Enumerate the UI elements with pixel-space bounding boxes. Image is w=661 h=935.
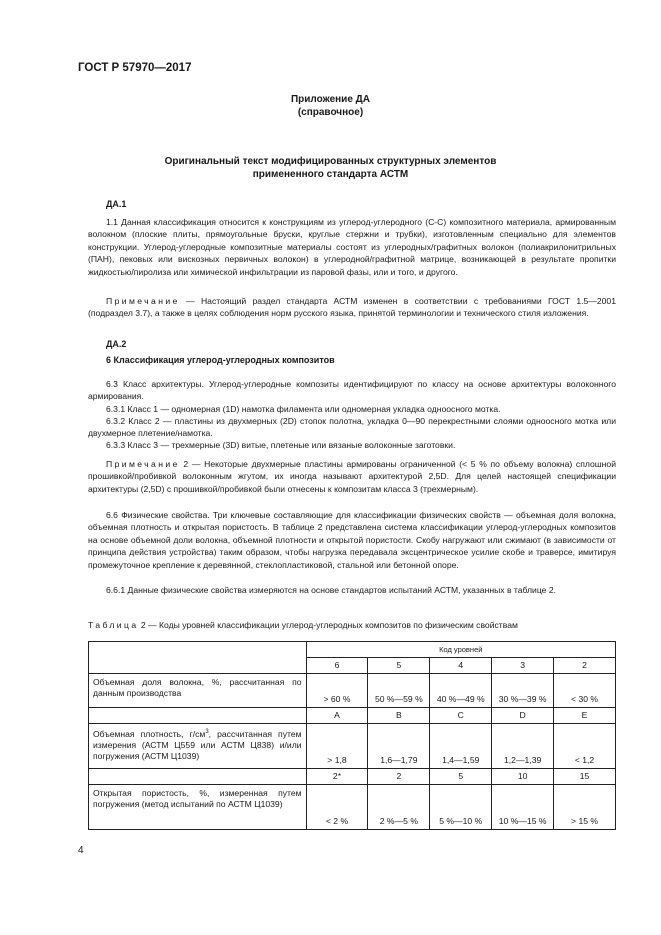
annex-title: Приложение ДА	[290, 94, 371, 105]
row-label-fiber: Объемная доля волокна, %, рассчитанная по данным производства	[89, 674, 307, 708]
table-caption-text: 2 — Коды уровней классификации углерод-углеродных композитов по физическим свойствам	[138, 620, 518, 630]
value-cell: 5 %—10 %	[430, 785, 492, 830]
code-cell: 10	[492, 769, 554, 785]
note-label: Примечание	[106, 459, 180, 469]
empty-cell	[89, 769, 307, 785]
row-label-density	[89, 724, 307, 769]
code-cell: E	[554, 708, 616, 724]
code-cell: C	[430, 708, 492, 724]
document-header: ГОСТ Р 57970—2017	[78, 62, 192, 74]
value-cell: 40 %—49 %	[430, 674, 492, 708]
row-label-porosity: Открытая пористость, %, измеренная путем погружения (метод испытаний по АСТМ Ц1039)	[89, 785, 307, 830]
classification-table	[88, 641, 616, 830]
note-label: Примечание	[106, 296, 180, 306]
annex-heading	[0, 93, 661, 119]
annex-subtitle: (справочное)	[297, 107, 364, 118]
section-title	[0, 155, 661, 181]
note-text: — Настоящий раздел стандарта АСТМ изменен в соответствии с требованиями ГОСТ 1.5—2001 (подраздел 3.7), а также в целях соблюдения норм русского языка, принятой терминологии и технического стиля изложения.	[88, 296, 616, 319]
density-label-part: Объемная плотность, г/см	[93, 728, 206, 739]
table-corner-cell	[89, 642, 307, 674]
title-line-2: примененного стандарта АСТМ	[252, 169, 409, 180]
title-line-1: Оригинальный текст модифицированных структурных элементов	[164, 156, 497, 167]
section-da2: ДА.2	[106, 339, 127, 349]
code-cell: 15	[554, 769, 616, 785]
empty-cell	[89, 708, 307, 724]
value-cell: 1,2—1,39	[492, 724, 554, 769]
code-cell: B	[368, 708, 430, 724]
code-header-cell: Код уровней	[306, 642, 615, 658]
value-cell: < 2 %	[306, 785, 368, 830]
code-cell: D	[492, 708, 554, 724]
paragraph-6-3: 6.3 Класс архитектуры. Углерод-углеродные композиты идентифицируют по классу на основе архитектуры волоконного армирования.	[88, 379, 616, 402]
table-row	[89, 708, 616, 724]
level-cell: 5	[368, 658, 430, 674]
note-text: 2 — Некоторые двухмерные пластины армированы ограниченной (< 5 % по объему волокна) сплошной прошивкой/пробивкой волоконным жгутом, их иногда называют архитектурой 2,5D. Для целей настоящей спецификации архитектуры (2,5D) с прошивкой/пробивкой были отнесены к композитам класса 3 (трехмерным).	[88, 459, 616, 494]
note-1	[88, 295, 616, 320]
value-cell: 50 %—59 %	[368, 674, 430, 708]
code-cell: 2	[368, 769, 430, 785]
value-cell: > 60 %	[306, 674, 368, 708]
note-2	[88, 458, 616, 495]
table-row	[89, 642, 616, 658]
code-cell: 5	[430, 769, 492, 785]
value-cell: 2 %—5 %	[368, 785, 430, 830]
density-label-part: , рассчитанная путем измерения (АСТМ Ц559 или АСТМ Ц838) и/или погружения (АСТМ Ц1039)	[93, 728, 302, 761]
value-cell: < 30 %	[554, 674, 616, 708]
table-row	[89, 724, 616, 769]
code-cell: A	[306, 708, 368, 724]
paragraph-6-3-1: 6.3.1 Класс 1 — одномерная (1D) намотка филамента или одномерная укладка одноосного мотка.	[106, 404, 501, 414]
table-row	[89, 674, 616, 708]
density-superscript: 3	[205, 729, 209, 735]
table-row	[89, 769, 616, 785]
value-cell: 30 %—39 %	[492, 674, 554, 708]
table-caption-label: Таблица	[88, 620, 139, 630]
paragraph-6-3-2: 6.3.2 Класс 2 — пластины из двухмерных (2D) стопок полотна, укладка 0—90 перекрестными слоями одноосного мотка или двухмерное плетение/намотка.	[88, 416, 616, 439]
value-cell: > 15 %	[554, 785, 616, 830]
code-cell: 2*	[306, 769, 368, 785]
paragraph-6-6-1: 6.6.1 Данные физические свойства измеряются на основе стандартов испытаний АСТМ, указанных в таблице 2.	[106, 585, 557, 595]
level-cell: 2	[554, 658, 616, 674]
level-cell: 3	[492, 658, 554, 674]
paragraph-6-3-3: 6.3.3 Класс 3 — трехмерные (3D) витые, плетеные или вязаные волоконные заготовки.	[106, 440, 456, 450]
value-cell: > 1,8	[306, 724, 368, 769]
level-cell: 4	[430, 658, 492, 674]
section-6-heading: 6 Классификация углерод-углеродных композитов	[106, 355, 335, 365]
table-row	[89, 785, 616, 830]
value-cell: 10 %—15 %	[492, 785, 554, 830]
paragraph-6-6: 6.6 Физические свойства. Три ключевые составляющие для классификации физических свойств — объемная доля волокна, объемная плотность и открытая пористость. В таблице 2 представлена система классификации углерод-углеродных композитов на основе объемной доли волокна, объемной плотности и открытой пористости. Скобу нагружают или сжимают (в зависимости от принципа действия устройства) таким образом, чтобы нагрузка передавала эксцентрическое усилие скобе и траверсе, имитируя промежуточное крепление к деревянной, стеклопластиковой, стальной или бетонной опоре.	[88, 510, 616, 570]
page-number: 4	[78, 845, 84, 856]
table-caption	[88, 619, 616, 631]
value-cell: 1,4—1,59	[430, 724, 492, 769]
value-cell: 1,6—1,79	[368, 724, 430, 769]
section-da1: ДА.1	[106, 199, 127, 209]
value-cell: < 1,2	[554, 724, 616, 769]
level-cell: 6	[306, 658, 368, 674]
paragraph-1-1: 1.1 Данная классификация относится к конструкциям из углерод-углеродного (С-С) композитного материала, армированным волокном (плоские плиты, прямоугольные бруски, круглые стержни и трубки), изготовленным специально для элементов конструкции. Углерод-углеродные композитные материалы состоят из углеродных/графитных волокон (полиакрилонитрильных (ПАН), пековых или вискозных первичных волокон) в углеродной/графитной матрице, возникающей в результате пропитки жидкостью/пиролиза или химической инфильтрации из паровой фазы, или и того, и другого.	[88, 217, 616, 277]
